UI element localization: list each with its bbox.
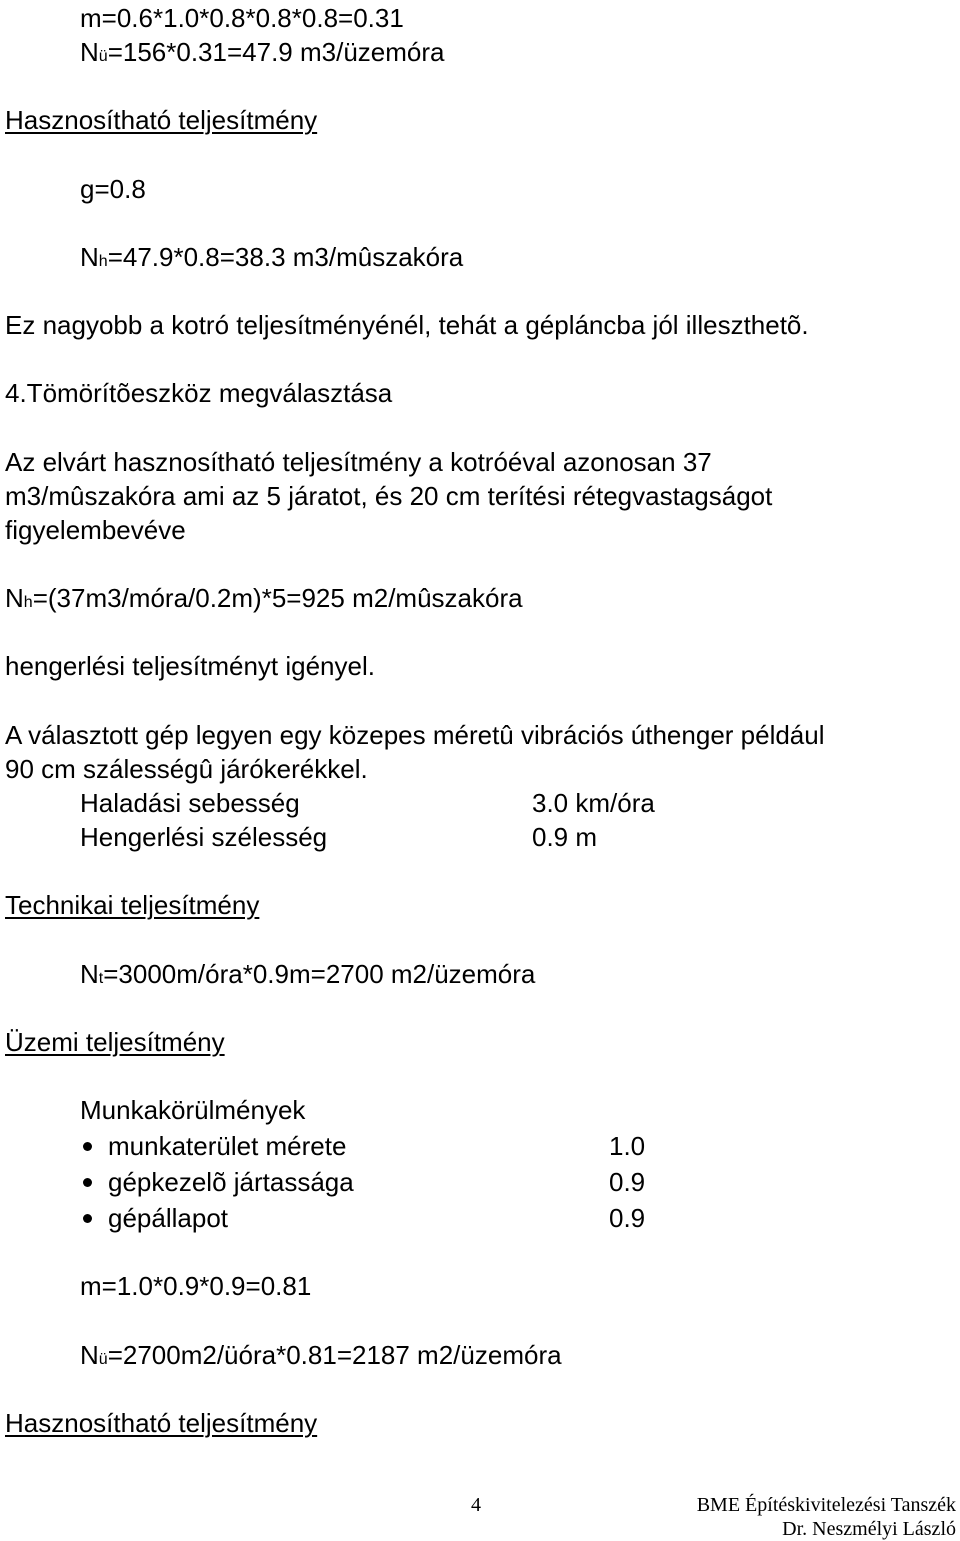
- conclusion-text: Ez nagyobb a kotró teljesítményénél, tehát a gépláncba jól illeszthetõ.: [5, 310, 809, 340]
- formula-rest: =156*0.31=47.9 m3/üzemóra: [107, 37, 445, 67]
- formula-rest: =(37m3/móra/0.2m)*5=925 m2/mûszakóra: [32, 583, 523, 613]
- formula-rest: =2700m2/üóra*0.81=2187 m2/üzemóra: [107, 1340, 562, 1370]
- symbol: N: [80, 1340, 99, 1370]
- hengerlesi-need-text: hengerlési teljesítményt igényel.: [5, 651, 375, 681]
- condition-value: 0.9: [609, 1167, 646, 1197]
- symbol: N: [80, 37, 99, 67]
- condition-label: gépállapot: [108, 1203, 228, 1233]
- nu-formula-2: [80, 1339, 562, 1376]
- formula-rest: =3000m/óra*0.9m=2700 m2/üzemóra: [103, 959, 536, 989]
- footer-author: Dr. Neszmélyi László: [782, 1518, 956, 1540]
- heading-hasznosithato-2: Hasznosítható teljesítmény: [5, 1408, 318, 1438]
- condition-label: munkaterület mérete: [108, 1131, 347, 1161]
- formula-rest: =47.9*0.8=38.3 m3/mûszakóra: [107, 242, 464, 272]
- width-value: 0.9 m: [532, 822, 598, 852]
- subscript: t: [98, 970, 104, 987]
- section-heading-4: 4.Tömörítõeszköz megválasztása: [5, 378, 393, 408]
- nh-formula-2: [5, 582, 523, 619]
- bullet-icon: [83, 1214, 92, 1223]
- paragraph-1-line-1: Az elvárt hasznosítható teljesítmény a kotróéval azonosan 37: [5, 447, 712, 477]
- paragraph-2-line-2: 90 cm szálességû járókerékkel.: [5, 754, 368, 784]
- nu-formula-1: [80, 36, 444, 73]
- nh-formula-1: [80, 241, 463, 278]
- m-calculation-2: m=1.0*0.9*0.9=0.81: [80, 1271, 312, 1301]
- condition-value: 0.9: [609, 1203, 646, 1233]
- symbol: N: [80, 959, 99, 989]
- width-label: Hengerlési szélesség: [80, 822, 328, 852]
- bullet-icon: [83, 1142, 92, 1151]
- paragraph-1-line-2: m3/mûszakóra ami az 5 járatot, és 20 cm terítési rétegvastagságot: [5, 481, 773, 511]
- symbol: N: [5, 583, 24, 613]
- condition-value: 1.0: [609, 1131, 646, 1161]
- subscript: h: [23, 594, 33, 611]
- heading-technikai: Technikai teljesítmény: [5, 890, 260, 920]
- speed-value: 3.0 km/óra: [532, 788, 655, 818]
- paragraph-1-line-3: figyelembevéve: [5, 515, 186, 545]
- page-number: 4: [471, 1494, 481, 1516]
- symbol: N: [80, 242, 99, 272]
- paragraph-2-line-1: A választott gép legyen egy közepes méretû vibrációs úthenger például: [5, 720, 825, 750]
- g-value: g=0.8: [80, 174, 146, 204]
- subscript: h: [98, 253, 108, 270]
- footer-department: BME Építéskivitelezési Tanszék: [696, 1494, 956, 1516]
- heading-hasznosithato-1: Hasznosítható teljesítmény: [5, 105, 318, 135]
- munkakorulmenyek-heading: Munkakörülmények: [80, 1095, 306, 1125]
- subscript: ü: [98, 48, 108, 65]
- m-calculation-1: m=0.6*1.0*0.8*0.8*0.8=0.31: [80, 3, 404, 33]
- bullet-icon: [83, 1178, 92, 1187]
- subscript: ü: [98, 1351, 108, 1368]
- heading-uzemi: Üzemi teljesítmény: [5, 1027, 225, 1057]
- nt-formula: [80, 958, 535, 995]
- condition-label: gépkezelõ jártassága: [108, 1167, 354, 1197]
- speed-label: Haladási sebesség: [80, 788, 300, 818]
